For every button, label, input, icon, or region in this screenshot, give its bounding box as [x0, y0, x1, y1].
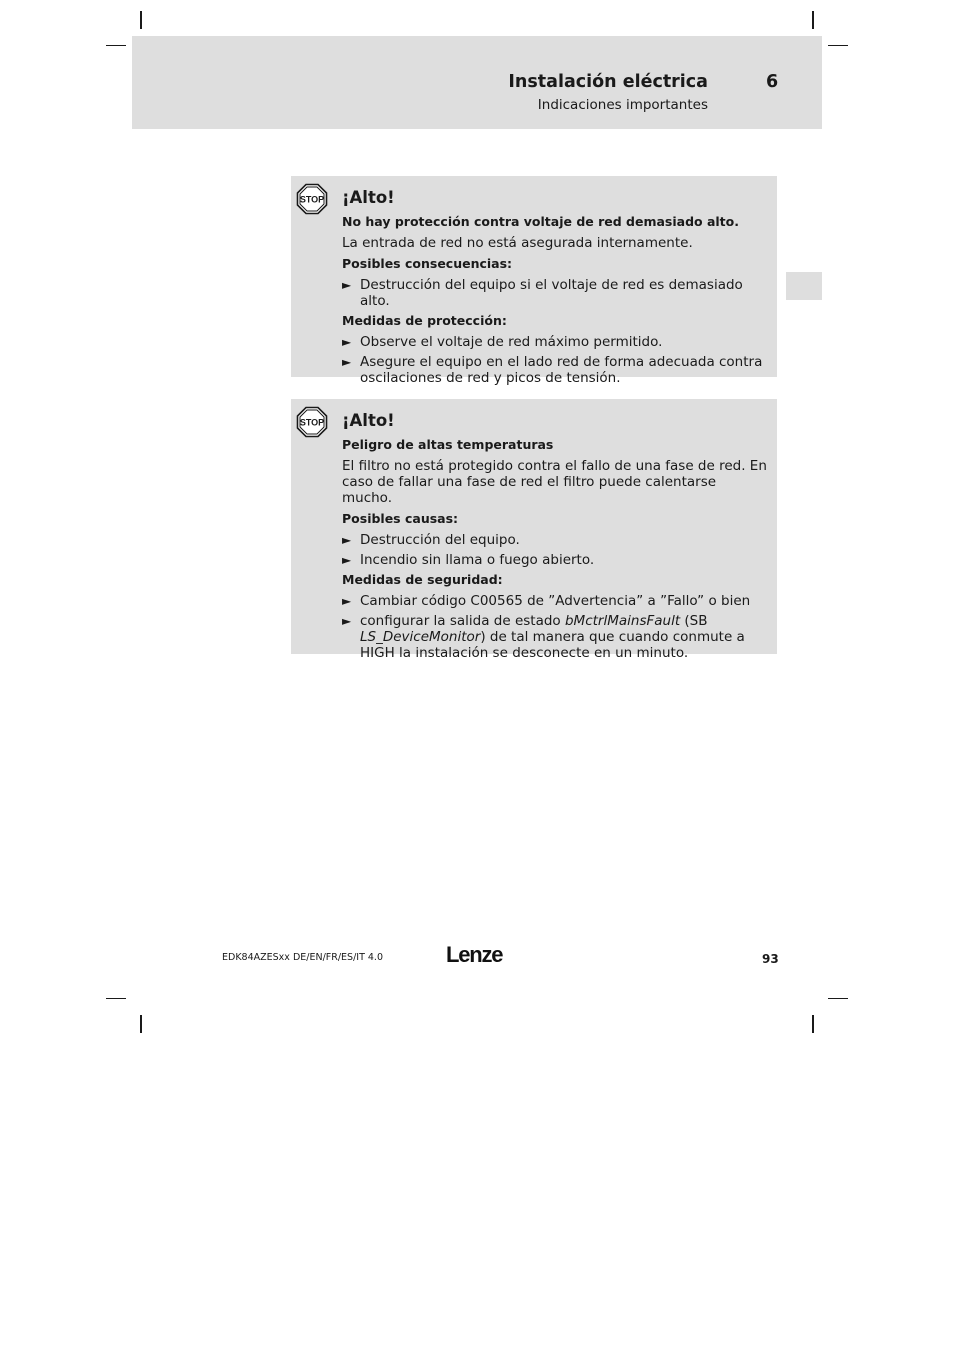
- document-code: EDK84AZESxx DE/EN/FR/ES/IT 4.0: [222, 952, 383, 963]
- notice-heading: Peligro de altas temperaturas: [342, 437, 554, 452]
- crop-mark: [828, 45, 848, 46]
- function-block-name: LS_DeviceMonitor: [360, 629, 481, 645]
- list-item: ► Incendio sin llama o fuego abierto.: [342, 552, 595, 568]
- svg-text:STOP: STOP: [299, 194, 325, 205]
- warning-notice: [291, 176, 777, 386]
- crop-mark: [140, 11, 142, 29]
- chapter-title: Instalación eléctrica: [508, 72, 708, 92]
- stop-icon: [296, 406, 328, 438]
- svg-text:STOP: STOP: [299, 417, 325, 428]
- bullet-arrow-icon: ►: [342, 553, 352, 567]
- brand-logo: Lenze: [446, 942, 503, 967]
- notice-title: ¡Alto!: [342, 188, 395, 207]
- consequences-label: Posibles consecuencias:: [342, 256, 513, 271]
- header-band: [132, 36, 822, 129]
- causes-list: [342, 532, 769, 568]
- list-item: ► Destrucción del equipo si el voltaje de red es demasiado alto.: [342, 277, 743, 309]
- page-number: 93: [762, 952, 779, 966]
- measures-label: Medidas de protección:: [342, 313, 507, 328]
- notice-description: El filtro no está protegido contra el fallo de una fase de red. En caso de fallar una fase de red el filtro puede calentarse mucho.: [342, 458, 767, 506]
- list-item: ► Observe el voltaje de red máximo permitido.: [342, 334, 663, 350]
- crop-mark: [828, 998, 848, 999]
- bullet-arrow-icon: ►: [342, 533, 352, 547]
- list-item: ► Asegure el equipo en el lado red de forma adecuada contra oscilaciones de red y picos de tensión.: [342, 354, 763, 386]
- bullet-arrow-icon: ►: [342, 355, 352, 369]
- crop-mark: [140, 1015, 142, 1033]
- crop-mark: [812, 1015, 814, 1033]
- notice-title: ¡Alto!: [342, 411, 395, 430]
- crop-mark: [106, 45, 126, 46]
- crop-mark: [812, 11, 814, 29]
- list-item: ► Destrucción del equipo.: [342, 532, 520, 548]
- notice-heading: No hay protección contra voltaje de red demasiado alto.: [342, 214, 739, 229]
- bullet-arrow-icon: ►: [342, 614, 352, 628]
- list-item: ► Cambiar código C00565 de ”Advertencia” a ”Fallo” o bien: [342, 593, 751, 609]
- causes-label: Posibles causas:: [342, 511, 459, 526]
- list-item: ► configurar la salida de estado bMctrlMainsFault (SB LS_DeviceMonitor) de tal manera que cuando conmute a HIGH la instalación se desconecte en un minuto.: [342, 613, 745, 661]
- measures-list: [342, 593, 769, 661]
- chapter-side-tab: [786, 272, 822, 300]
- notice-description: La entrada de red no está asegurada internamente.: [342, 235, 693, 251]
- stop-icon: [296, 183, 328, 215]
- chapter-subtitle: Indicaciones importantes: [537, 97, 708, 113]
- chapter-number: 6: [766, 72, 779, 92]
- warning-notice: [291, 399, 777, 661]
- bullet-arrow-icon: ►: [342, 594, 352, 608]
- bullet-arrow-icon: ►: [342, 278, 352, 292]
- signal-name: bMctrlMainsFault: [564, 613, 681, 629]
- bullet-arrow-icon: ►: [342, 335, 352, 349]
- consequences-list: [342, 277, 769, 309]
- measures-label: Medidas de seguridad:: [342, 572, 503, 587]
- crop-mark: [106, 998, 126, 999]
- measures-list: [342, 334, 769, 386]
